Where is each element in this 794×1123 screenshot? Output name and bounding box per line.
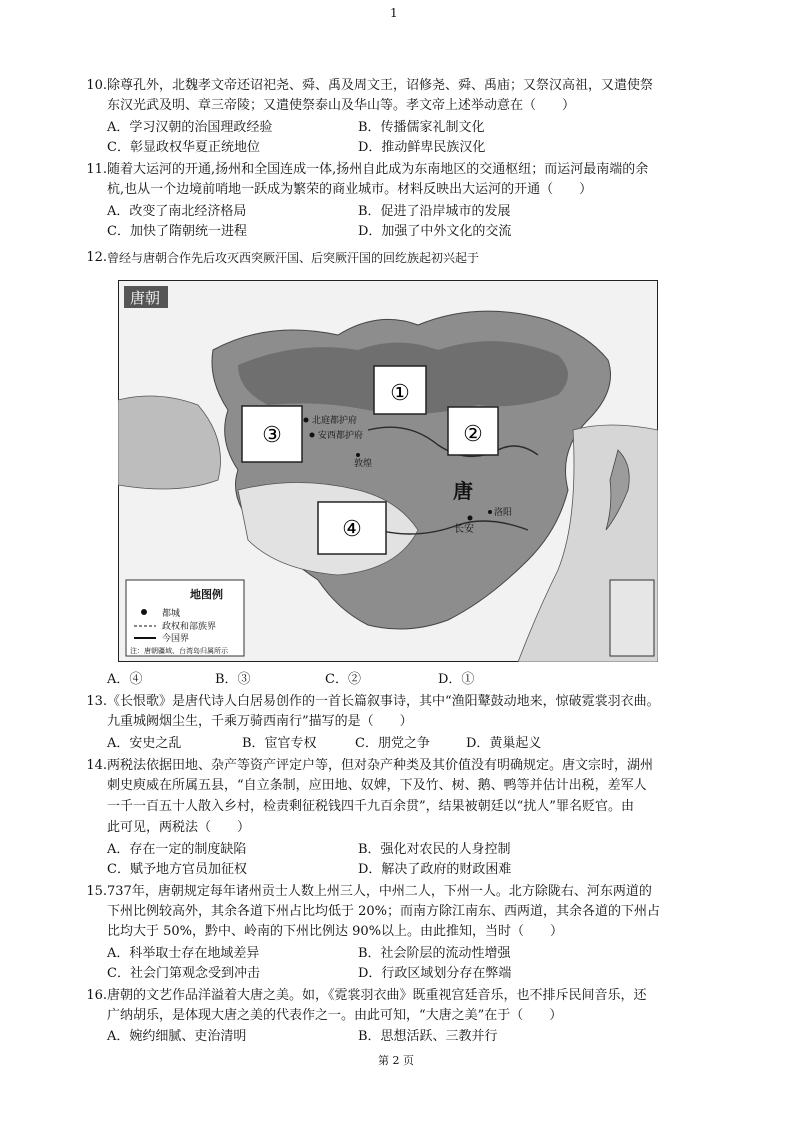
svg-text:洛阳: 洛阳 xyxy=(494,508,513,518)
option-d: D．黄巢起义 xyxy=(466,736,542,751)
map-city-anxi xyxy=(310,429,364,441)
map-inset xyxy=(610,580,654,656)
option-b: B．社会阶层的流动性增强 xyxy=(358,946,511,961)
question-text: 《长恨歌》是唐代诗人白居易创作的一首长篇叙事诗，其中“渔阳鼙鼓动地来，惊破霓裳羽衣曲。 xyxy=(107,694,660,709)
question-number: 10. xyxy=(86,78,107,93)
page-number-top: 1 xyxy=(390,6,398,20)
svg-text:②: ② xyxy=(463,422,483,447)
question-text: 此可见，两税法（ ） xyxy=(107,820,251,835)
option-d: D．加强了中外文化的交流 xyxy=(358,224,512,239)
svg-text:都城: 都城 xyxy=(162,609,181,619)
question-text: 下州比例较高外，其余各道下州占比均低于 20%；而南方除江南东、西两道，其余各道的下州占 xyxy=(107,904,661,919)
map-box-4 xyxy=(318,502,386,554)
map-label-tang: 唐 xyxy=(453,479,473,503)
question-number: 13. xyxy=(86,694,107,709)
option-c: C．彰显政权华夏正统地位 xyxy=(107,140,260,155)
page-footer: 第 2 页 xyxy=(378,1054,414,1067)
option-c: C．社会门第观念受到冲击 xyxy=(107,966,260,981)
svg-text:①: ① xyxy=(390,381,410,406)
svg-text:注：唐朝疆域、台湾岛归属所示: 注：唐朝疆域、台湾岛归属所示 xyxy=(130,647,228,655)
option-a: A．学习汉朝的治国理政经验 xyxy=(107,120,273,135)
map-title: 唐朝 xyxy=(130,289,161,307)
option-c: C．加快了隋朝统一进程 xyxy=(107,224,247,239)
question-number: 16. xyxy=(86,988,107,1003)
option-d: D．解决了政府的财政困难 xyxy=(358,862,512,877)
svg-text:④: ④ xyxy=(342,517,362,542)
option-a: A．改变了南北经济格局 xyxy=(107,204,247,219)
question-number: 12. xyxy=(86,250,107,265)
svg-text:今国界: 今国界 xyxy=(162,634,190,644)
question-number: 11. xyxy=(86,162,107,177)
question-text: 两税法依据田地、杂产等资产评定户等，但对杂产种类及其价值没有明确规定。唐文宗时，湖州 xyxy=(107,758,654,773)
question-text: 刺史庾威在所属五县，“自立条制，应田地、奴婢，下及竹、树、鹅、鸭等并估计出税，差军人 xyxy=(107,778,647,793)
svg-text:地图例: 地图例 xyxy=(190,588,223,601)
question-text: 比均大于 50%，黔中、岭南的下州比例达 90%以上。由此推知，当时（ ） xyxy=(107,924,564,939)
question-text: 除尊孔外，北魏孝文帝还诏祀尧、舜、禹及周文王，诏修尧、舜、禹庙；又祭汉高祖，又遣使祭 xyxy=(107,78,654,93)
svg-text:长安: 长安 xyxy=(454,524,474,535)
option-b: B．③ xyxy=(215,672,251,687)
map-box-2 xyxy=(448,407,498,455)
option-a: A．婉约细腻、吏治清明 xyxy=(107,1029,247,1044)
option-c: C．② xyxy=(325,672,361,687)
option-b: B．强化对农民的人身控制 xyxy=(358,842,511,857)
option-d: D．行政区域划分存在弊端 xyxy=(358,966,512,981)
question-text: 唐朝的文艺作品洋溢着大唐之美。如，《霓裳羽衣曲》既重视宫廷音乐，也不排斥民间音乐，还 xyxy=(107,988,647,1003)
map-box-3 xyxy=(242,406,302,462)
svg-text:敦煌: 敦煌 xyxy=(354,459,373,469)
option-b: B．传播儒家礼制文化 xyxy=(358,120,485,135)
option-a: A．④ xyxy=(107,672,143,687)
option-b: B．思想活跃、三教并行 xyxy=(358,1029,498,1044)
option-c: C．朋党之争 xyxy=(355,736,430,751)
map-box-1 xyxy=(374,366,426,414)
map-city-beiting xyxy=(304,414,358,426)
svg-text:政权和部族界: 政权和部族界 xyxy=(162,622,217,632)
question-text: 一千一百五十人散入乡村，检责剩征税钱四千九百余贯”，结果被朝廷以“扰人”罪名贬官。由 xyxy=(107,799,634,814)
option-a: A．科举取士存在地域差异 xyxy=(107,946,260,961)
question-text: 737年，唐朝规定每年诸州贡士人数上州三人，中州二人，下州一人。北方除陇右、河东两道的 xyxy=(107,884,652,899)
option-d: D．① xyxy=(438,672,475,687)
question-number: 14. xyxy=(86,758,107,773)
question-number: 15. xyxy=(86,884,107,899)
svg-text:③: ③ xyxy=(262,423,282,448)
option-a: A．存在一定的制度缺陷 xyxy=(107,842,247,857)
svg-text:安西都护府: 安西都护府 xyxy=(318,431,364,441)
option-d: D．推动鲜卑民族汉化 xyxy=(358,140,486,155)
question-text: 曾经与唐朝合作先后攻灭西突厥汗国、后突厥汗国的回纥族起初兴起于 xyxy=(107,251,480,265)
option-c: C．赋予地方官员加征权 xyxy=(107,862,247,877)
map-legend xyxy=(126,580,244,656)
question-text: 东汉光武及明、章三帝陵；又遣使祭泰山及华山等。孝文帝上述举动意在（ ） xyxy=(107,98,576,113)
option-b: B．促进了沿岸城市的发展 xyxy=(358,204,511,219)
option-a: A．安史之乱 xyxy=(107,736,182,751)
option-b: B．宦官专权 xyxy=(242,736,317,751)
tang-dynasty-map xyxy=(118,280,658,662)
question-text: 随着大运河的开通,扬州和全国连成一体,扬州自此成为东南地区的交通枢纽；而运河最南端的余 xyxy=(107,162,649,177)
question-text: 杭,也从一个边境前哨地一跃成为繁荣的商业城市。材料反映出大运河的开通（ ） xyxy=(107,182,593,197)
svg-text:北庭都护府: 北庭都护府 xyxy=(312,416,358,426)
question-text: 广纳胡乐，是体现大唐之美的代表作之一。由此可知，“大唐之美”在于（ ） xyxy=(107,1008,563,1023)
question-text: 九重城阙烟尘生，千乘万骑西南行”描写的是（ ） xyxy=(107,714,413,729)
